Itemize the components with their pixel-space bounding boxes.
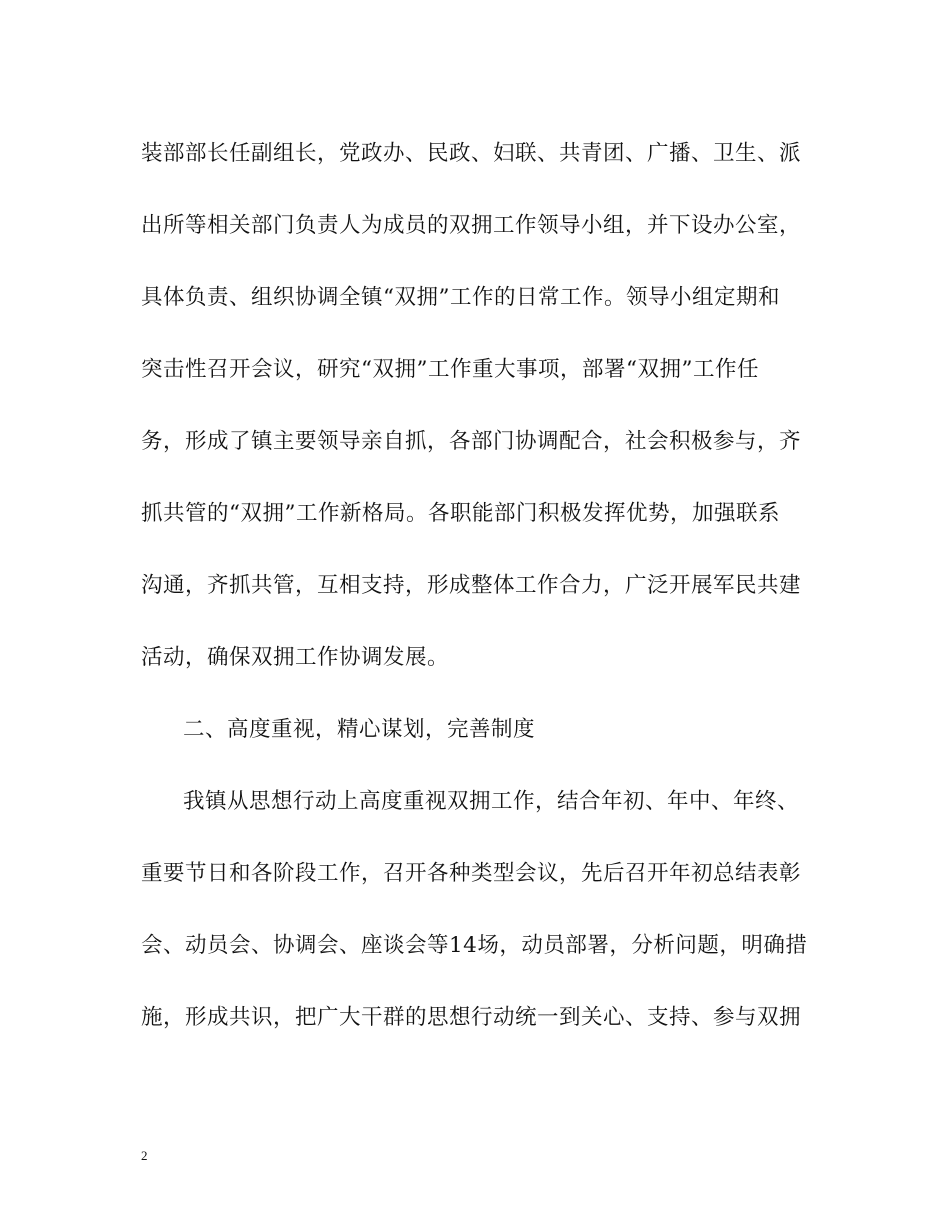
text-line: 抓共管的“双拥”工作新格局。各职能部门积极发挥优势，加强联系 bbox=[141, 501, 780, 526]
page-number: 2 bbox=[141, 1148, 148, 1163]
text-line: 沟通，齐抓共管，互相支持，形成整体工作合力，广泛开展军民共建 bbox=[141, 573, 802, 598]
body-text bbox=[141, 141, 808, 1078]
text-line: 具体负责、组织协调全镇“双拥”工作的日常工作。领导小组定期和 bbox=[141, 285, 780, 310]
text-line: 重要节日和各阶段工作，召开各种类型会议，先后召开年初总结表彰 bbox=[141, 861, 802, 886]
text-line: 出所等相关部门负责人为成员的双拥工作领导小组，并下设办公室， bbox=[141, 213, 802, 238]
section-heading: 二、高度重视，精心谋划，完善制度 bbox=[183, 717, 536, 742]
text-line: 我镇从思想行动上高度重视双拥工作，结合年初、年中、年终、 bbox=[183, 789, 800, 814]
text-line: 会、动员会、协调会、座谈会等14场，动员部署，分析问题，明确措 bbox=[141, 933, 808, 958]
text-line: 务，形成了镇主要领导亲自抓，各部门协调配合，社会积极参与，齐 bbox=[141, 429, 802, 454]
text-line: 活动，确保双拥工作协调发展。 bbox=[141, 645, 450, 670]
text-line: 施，形成共识，把广大干群的思想行动统一到关心、支持、参与双拥 bbox=[141, 1005, 802, 1030]
text-line: 装部部长任副组长，党政办、民政、妇联、共青团、广播、卫生、派 bbox=[141, 141, 802, 166]
text-line: 突击性召开会议，研究“双拥”工作重大事项，部署“双拥”工作任 bbox=[141, 357, 759, 382]
